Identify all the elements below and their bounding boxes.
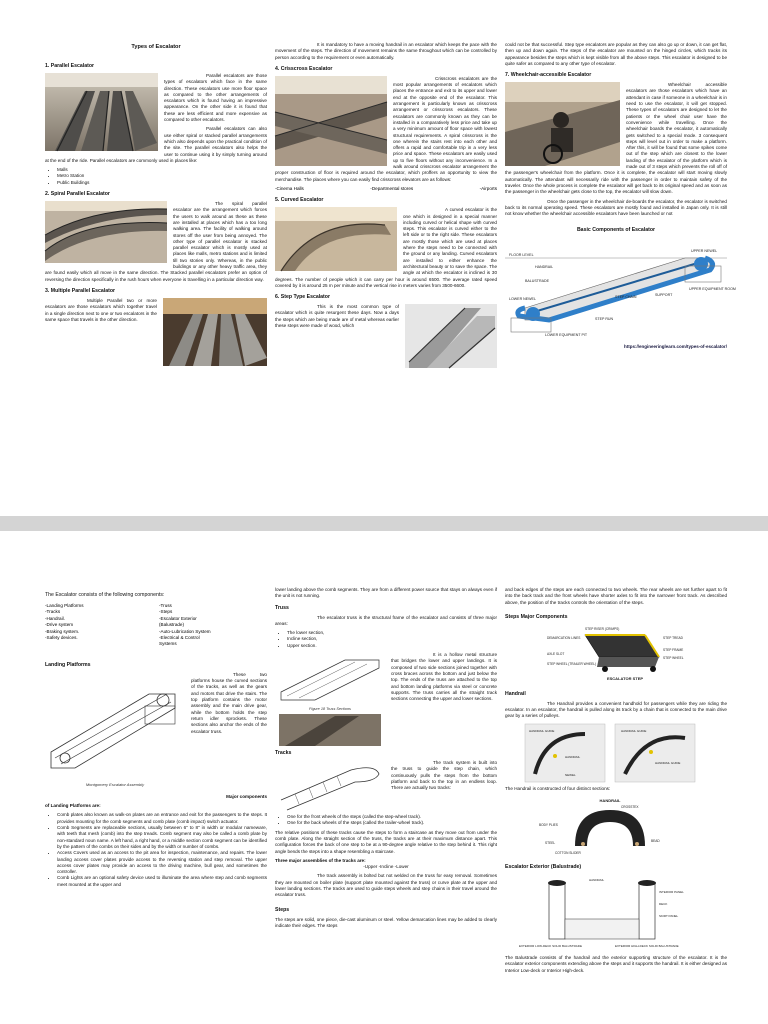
list-item: • The lower section, [287,630,497,636]
tracks-list [275,814,497,827]
parallel-paragraph-1: Parallel escalators are those types of escalators which face in the same direction. These escalators use more floor space as compared to the other arrangements of escalators which is found having an impressive appearance. On the other side it is found that these are less efficient and more expensive as compared to other escalators. [164,73,267,123]
landing-platform-diagram [45,672,185,792]
truss-figure-caption: Figure 18 Truss Sections [309,707,351,712]
page1-column-3 [505,42,736,516]
components-list-left [45,603,153,648]
label-lower-newel: LOWER NEWEL [509,297,536,302]
label-step-tread: STEP TREAD [663,635,683,640]
label-step-frame: STEP FRAME [663,647,684,652]
label-handrail-guide: HANDRAIL GUIDE [621,728,647,733]
label-handrail-guide: HANDRAIL GUIDE [529,728,555,733]
list-item: • One for the front wheels of the steps (called the step-wheel track). [287,814,497,820]
tracks-heading: Tracks [275,750,292,757]
tracks-paragraph-1: The track system is built into the truss to guide the step chain, which continuously pulls the steps from the bottom platform and back to the top in an endless loop. There are actually two tracks: [391,760,497,791]
spiral-escalator-photo [45,201,167,263]
label-steel: STEEL [545,841,556,846]
page2-column-2 [275,587,497,1024]
place-item: -Departmental stores [370,185,414,191]
label-step-run: STEP RUN [595,317,614,322]
track-assemblies-heading: Three major assemblies of the tracks are: [275,857,366,863]
handrail-diagram-title: HANDRAIL [599,798,621,804]
curved-paragraph: A curved escalator is the one which is designed in a special manner including curved or helical shape with curved steps. This escalator is curved either to the left side or to the right side. These escalators are mostly those which are used at places where the steps need to be connected with the ground or any landing. Curved escalators are installed to either enhance the architectural beauty or to save the space. The angle at which the escalator is inclined is 30 degrees. The number of people which it can carry per hour is around 6500. The average rated speed covered by it is around 25 m per minute and the vertical rise in meters varies from 3500-6600. [275,207,497,288]
list-item: • Incline section, [287,636,497,642]
comb-lights-continued: lower landing above the comb segments. They are from a different power source that stays on always even if the unit is not running. [275,587,497,599]
page1-column-2 [275,42,497,516]
list-item: -Drive system [45,622,74,628]
truss-paragraph-2: It is a hollow metal structure that bridges the lower and upper landings. It is composed of two side sections joined together with cross braces across the bottom and just below the top. The ends of the truss are attached to the top and bottom landing platforms via steel or concrete supports. The truss carries all the straight track sections connecting the upper and lower sections. [391,652,497,702]
major-components-heading: Major components [226,793,267,799]
label-low-deck: EXTERIOR LOW-DECK SOLID BALUSTRADE [519,944,582,949]
label-upper-newel: UPPER NEWEL [691,249,718,254]
balustrade-paragraph: The Balustrade consists of the handrail and the exterior supporting structure of the escalator. It is the escalator exterior components extending above the steps and it supports the handrail. It is either designed as Interior Low-deck or Interior High-deck. [505,955,727,973]
steps-heading: Steps [275,906,290,913]
section-heading-crisscross: 4. Crisscross Escalator [275,65,333,72]
escalator-step-caption: ESCALATOR STEP [606,675,644,681]
section-heading-steptype: 6. Step Type Escalator [275,294,330,301]
label-handrail: HANDRAIL [565,754,581,759]
label-step-wheel: STEP WHEEL [663,655,684,660]
crisscross-places-row [275,186,497,192]
wheelchair-escalator-photo [505,82,620,166]
landing-paragraph: These two platforms house the curved sections of the tracks, as well as the gears and motors that drive the stairs. The top platform contains the motor assembly and the main drive gear, while the bottom holds the step return idler sprockets. These sections also anchor the ends of the escalator truss. [191,671,267,734]
label-floor-level: FLOOR LEVEL [509,253,534,258]
landing-components-list [45,812,267,888]
list-item: • Comb Segments are replaceable sections, usually between 6" to 8" in width or modular nameware, with teeth that mesh (comb) into the step treads. Comb segment may also be called a comb plate by non-standard noun name. A left hand, a right hand, or a middle section comb segment can be identified by the pattern of the combs on their sides and by the width or number of combs. [57,825,267,850]
spiral-paragraph: The spiral parallel escalator are the arrangement which forces the users to walk around as these as these are installed at places which has a too long walking area. The facility of walking around stores off the user from being annoyed. The other type of parallel escalator is stacked parallel escalator which is mostly used at places like malls, metro stations and is limited till two stories only. Whereas, in the public buildings or any other heavy traffic area, they are found easily which all move in the same direction. The Stacked parallel escalators prefer an option of reversing the direction specifically in the rush hours when everyone is travelling in a particular direction way. [45,201,267,282]
parallel-paragraph-2: Parallel escalators can also use either spiral or stacked parallel arrangements which also depends upon the practical condition of the site. The parallel escalators also helps the user to continue using it by simply turning around at the end of the ride. Parallel escalators are commonly used in places like: [45,126,267,163]
handrail-guide-photos [525,724,695,782]
step-type-escalator-photo [405,304,497,368]
list-item: • Upper section. [287,643,497,649]
section-heading-spiral: 2. Spiral Parallel Escalator [45,191,110,198]
list-item: • Metro Station [57,173,267,179]
wheelchair-paragraph-2: Once the passenger in the wheelchair de-boards the escalator, the escalator is switched back to its normal operating speed. These escalators are mostly found and installed in Japan only. It is still not know whether the wheelchair accessible escalators have been launched or not [505,198,727,217]
tracks-paragraph-2: The relative positions of these tracks cause the steps to form a staircase as they move out from under the comb plate. Along the straight section of the truss, the tracks are at their maximum distance apart. This configuration forces the back of one step to be at a 90-degree angle relative to the step behind it. This right angle bends the steps into a shape resembling a staircase. [275,829,497,854]
list-item: -Steps [159,609,173,615]
label-handrail-guide: HANDRAIL GUIDE [655,760,681,765]
list-item: • Malls [57,167,267,173]
list-item: • One for the back wheels of the steps (called the trailer-wheel track). [287,820,497,826]
basic-components-heading: Basic Components of Escalator [576,227,656,234]
list-item: -Safety devices. [45,635,78,641]
label-step-riser: STEP RISER (CRIMPS) [585,626,620,631]
list-item: • Comb plates also known as walk-on plates are an entrance and exit for the passengers to the steps. It provides mounting for the comb segments and comb plate (comb impact) switch actuator. [57,812,267,825]
label-crosstex: CROSSTEX [621,805,639,810]
components-list-right [159,603,267,648]
label-interior-panel: INTERIOR PANEL [659,890,684,895]
landing-platforms-heading: Landing Platforms [45,661,91,668]
page1-column-1 [45,42,267,516]
place-item: -Airports [479,185,497,191]
handrail-paragraph: The Handrail provides a convenient handhold for passengers while they are riding the escalator. In an escalator, the handrail is pulled along its track by a chain that is connected to the main drive gear by a series of pulleys. [505,700,727,719]
label-support: SUPPORT [655,293,673,298]
truss-figure [275,652,385,748]
page-title: Types of Escalator [131,44,181,50]
label-handrail: HANDRAIL [589,878,605,883]
basic-components-diagram [505,238,736,338]
handrail-sections-line: The Handrail is constructed of four distinct sections: [505,785,611,791]
section-heading-wheelchair: 7. Wheelchair-accessible Escalator [505,72,592,79]
balustrade-heading: Escalator Exterior (Balustrade) [505,864,582,871]
section-heading-parallel: 1. Parallel Escalator [45,63,95,69]
label-step-chain: STEP CHAIN [615,295,637,300]
label-demarcation-lines: DEMARCATION LINES [547,635,581,640]
page2-column-1 [45,587,267,1024]
handrail-mandatory-paragraph: It is mandatory to have a moving handrail in an escalator which keeps the pace with the movement of the steps. The direction of movement remains the same throughout which can be controlled by person according to the requirement or even automatically. [275,42,497,60]
list-item: -Braking system. [45,628,80,634]
page2-column-3 [505,587,727,1024]
landing-figure-caption: Montgomery Escalator Assembly [85,781,145,787]
source-url: https://engineeringlearn.com/types-of-escalator/ [623,344,727,350]
truss-heading: Truss [275,604,289,611]
label-trailer-wheel: STEP WHEEL (TRAILER WHEEL) [547,661,597,666]
label-handrail: HANDRAIL [535,265,554,270]
label-body-plies: BODY PLIES [539,823,558,828]
list-item: -Electrical & Control Systems [159,635,200,647]
components-list [45,603,267,648]
list-item: • Public Buildings [57,180,267,186]
balustrade-diagram [519,875,699,951]
label-cotton-slider: COTTON SLIDER [555,851,581,856]
wheelchair-paragraph-1: Wheelchair accessible escalators are those escalators which have an attendant in case if someone in a wheelchair is in need to use the escalator, it will get stopped. These types of escalators are designed to let the patients or the wheel chair user have the convenience while travelling. Once the wheelchair boards the escalator, it automatically gets switched to a special mode. 3 consequent steps will level out in order to make a platform. After this, it will be found that some spikes come out of the step which are closest to the lower landing of the escalator of the platform which is made out of 3 steps which prevents the roll off of the passenger's wheelchair from the platform. Once it is complete, the escalator will start moving slowly automatically. The attendant will necessarily ride with the passenger in order to maintain safety of the traveler. Once the whole process is complete the escalator will get back to its original speed and as soon as the passenger in the wheelchair gets close to the top, the escalator will slow down. [505,82,727,195]
multiple-paragraph: Multiple Parallel two or more escalators are those escalators which together travel in a single direction next to one or two escalators in the same space that travels in the other direction. [45,297,157,322]
section-heading-curved: 5. Curved Escalator [275,197,324,204]
list-item: • Access Covers used as an access to the pit area for inspection, maintenance, and repairs. The lower landing access cover plates provide access to the reversing station and step removal. The upper access cover plates may provide an access to the driving machine, bull gear, and sometimes the controller. [57,850,267,875]
tracks-paragraph-3: The track assembly is bolted but not welded on the truss for easy removal. Sometimes they are mounted on boiler plate (support plate mounted against the truss) or curve plate at the upper and lower landing sections. The tracks are used to guide steps wheels and step chains in their travel around the escalator truss. [275,873,497,898]
escalator-step-diagram [525,625,695,683]
handrail-heading: Handrail [505,690,526,697]
section-heading-multiple: 3. Multiple Parallel Escalator [45,287,116,294]
document-page-2 [0,531,768,1024]
list-item: -Auto-Lubrication System [159,628,211,634]
list-item: -Truss [159,603,172,608]
label-newel: NEWEL [565,772,576,777]
steptype-continued-paragraph: could not be that successful. Step type escalators are popular as they can also go up or down, it can get flat, then up and down again. The steps of the escalator are mounted on the hinged circles, which tracks its appearance besides the steps which is kept visible from all the above steps. This escalator is designed to be quite safer as compared to any other type of escalator. [505,42,727,66]
label-skirt-panel: SKIRT PANEL [659,914,679,919]
crisscross-paragraph: Crisscross escalators are the most popular arrangements of escalators which places the entrance and exit to its upper and lower end at the opposite end of the escalator. This arrangement is particularly known as crisscross arrangement or crisscross escalators. These escalators are commonly known as they can be installed in a comparatively less price and take up a very minimum amount of floor space with lowest structural requirements. A spiral crisscross is the one wherein the stairs rest into each other and offers a rapid and comfortable trip in a very less price and space. These escalators are easily used up to five floors without any inconvenience. In a walk around crisscross escalator arrangement the proper construction of floor is required around the escalator, which proffers an opportunity to view the merchandise. The places where you can easily find crisscross elevators are as follows: [275,75,497,182]
multiple-escalator-photo [163,298,267,366]
crisscross-escalator-photo [275,76,387,166]
handrail-cross-section-diagram [525,796,695,858]
truss-paragraph-1: The escalator truss is the structural frame of the escalator and consists of three major areas: [275,614,497,626]
list-item: -Escalator Exterior (Balustrade) [159,615,197,628]
tracks-figure [275,760,385,812]
label-axle-slot: AXLE SLOT [547,651,565,656]
steps-paragraph: The steps are solid, one piece, die-cast aluminum or steel. Yellow demarcation lines may be added to clearly indicate their edges. The steps [275,916,497,928]
steps-continued-paragraph: and back edges of the steps are each connected to two wheels. The rear wheels are set further apart to fit into the back track and the front wheels have shorter axles to fit into the narrower front track. As described above, the position of the tracks controls the orientation of the steps. [505,587,727,605]
label-upper-equipment-room: UPPER EQUIPMENT ROOM [689,287,736,292]
list-item: -Handrail. [45,615,65,621]
label-bead: BEAD [651,839,660,844]
label-high-deck: EXTERIOR HIGH-DECK SOLID BALUSTRADE [615,944,679,949]
place-item: -Cinema Halls [275,185,304,191]
parallel-escalator-photo [45,73,158,151]
steptype-paragraph: This is the most common type of escalator which is quite resurgent these days. Now a days the steps which are being made are of metal whereas earlier these steps were made of wood, which [275,304,399,328]
label-lower-equipment-pit: LOWER EQUIPMENT PIT [545,333,588,338]
list-item: -Landing Platforms [45,603,84,608]
components-intro: The Escalator consists of the following components: [45,592,165,598]
major-components-heading-continued: of Landing Platforms are: [45,803,101,809]
label-balustrade: BALUSTRADE [525,279,549,284]
list-item: -Tracks [45,609,61,615]
curved-escalator-photo [275,207,397,271]
truss-areas-list [275,630,497,649]
list-item: • Comb Lights are an optional safety device used to illuminate the area where step and comb segments meet mounted at the upper and [57,875,267,888]
parallel-places-list [45,167,267,186]
label-deck: DECK [659,902,668,907]
track-assemblies-list: -Upper -Incline -Lower [363,864,409,870]
step-components-heading: Steps Major Components [505,613,568,620]
